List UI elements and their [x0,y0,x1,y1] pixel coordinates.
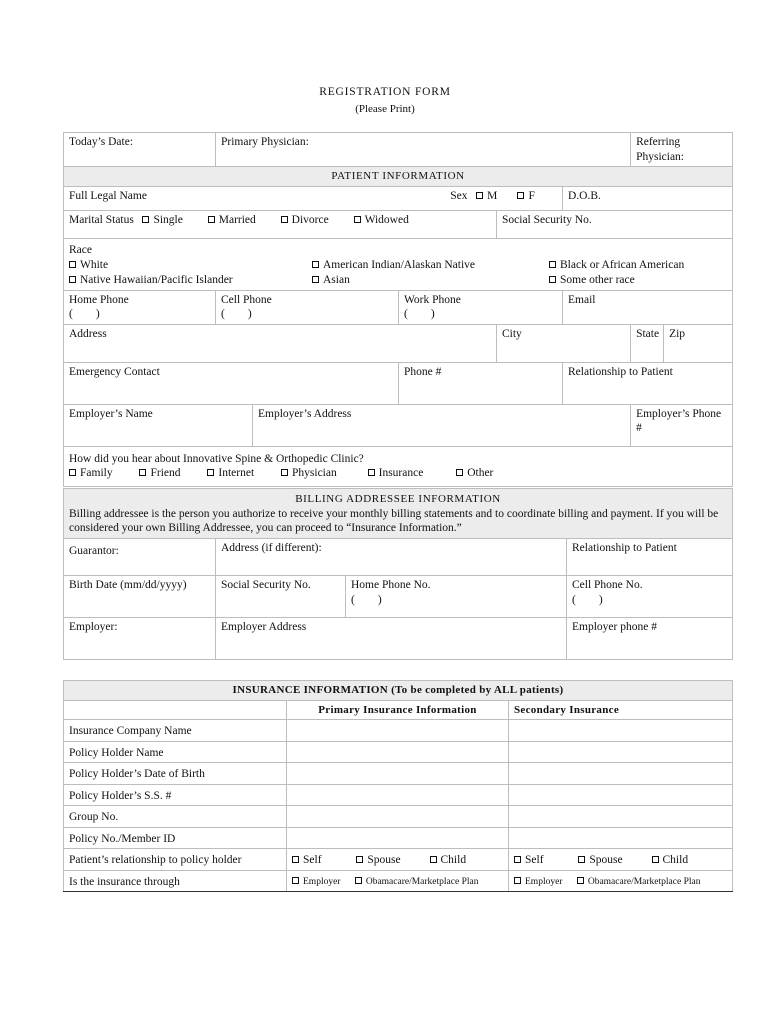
sex-f-option[interactable]: F [517,189,534,204]
referral-internet-option[interactable]: Internet [207,466,254,481]
race-asian-option[interactable]: Asian [312,273,350,288]
primary-policy-no-input[interactable] [287,827,509,849]
checkbox-icon [549,276,556,283]
billing-employer-field[interactable]: Employer: [64,618,216,660]
marital-status-label: Marital Status [69,214,134,226]
checkbox-icon [281,469,288,476]
dob-field[interactable]: D.O.B. [563,187,733,211]
billing-employer-phone-field[interactable]: Employer phone # [567,618,733,660]
checkbox-icon [208,216,215,223]
ssn-field[interactable]: Social Security No. [497,211,733,239]
billing-ssn-field[interactable]: Social Security No. [216,576,346,618]
secondary-policy-holder-dob-input[interactable] [509,763,733,785]
checkbox-icon [292,856,299,863]
secondary-policy-holder-ssn-input[interactable] [509,784,733,806]
emergency-contact-field[interactable]: Emergency Contact [64,362,399,404]
guarantor-field[interactable]: Guarantor: [64,539,216,576]
emergency-phone-field[interactable]: Phone # [399,362,563,404]
insurance-information-table [63,680,733,892]
primary-employer-option[interactable]: Employer [292,875,340,890]
secondary-insurance-company-input[interactable] [509,720,733,742]
checkbox-icon [549,261,556,268]
race-black-option[interactable]: Black or African American [549,258,684,273]
full-legal-name-field[interactable] [64,187,563,211]
checkbox-icon [69,469,76,476]
race-field [64,239,733,291]
full-legal-name-label: Full Legal Name [69,190,147,202]
todays-date-field[interactable]: Today’s Date: [64,133,216,167]
primary-marketplace-option[interactable]: Obamacare/Marketplace Plan [355,875,479,890]
primary-self-option[interactable]: Self [292,853,322,868]
referral-insurance-option[interactable]: Insurance [368,466,424,481]
checkbox-icon [517,192,524,199]
marital-status-field [64,211,497,239]
checkbox-icon [281,216,288,223]
state-field[interactable]: State [631,324,664,362]
primary-insurance-header: Primary Insurance Information [287,700,509,720]
race-native-hawaiian-option[interactable]: Native Hawaiian/Pacific Islander [69,273,233,288]
checkbox-icon [356,856,363,863]
billing-description: Billing addressee is the person you authorize to receive your monthly billing statements and to coordinate billing and payment. If you will be considered your own Billing Addressee, you can proceed to “Insurance Information.” [69,507,719,534]
referral-family-option[interactable]: Family [69,466,113,481]
checkbox-icon [292,877,299,884]
patient-information-table [63,132,733,487]
primary-physician-field[interactable]: Primary Physician: [216,133,631,167]
billing-address-field[interactable]: Address (if different): [216,539,567,576]
primary-through-options [287,870,509,892]
employer-address-field[interactable]: Employer’s Address [253,404,631,446]
secondary-group-no-input[interactable] [509,806,733,828]
primary-group-no-input[interactable] [287,806,509,828]
primary-insurance-company-input[interactable] [287,720,509,742]
secondary-self-option[interactable]: Self [514,853,544,868]
secondary-spouse-option[interactable]: Spouse [578,853,622,868]
policy-holder-dob-label: Policy Holder’s Date of Birth [64,763,287,785]
secondary-policy-holder-name-input[interactable] [509,741,733,763]
race-american-indian-option[interactable]: American Indian/Alaskan Native [312,258,475,273]
checkbox-icon [456,469,463,476]
checkbox-icon [476,192,483,199]
employer-phone-field[interactable]: Employer’s Phone # [631,404,733,446]
checkbox-icon [312,276,319,283]
sex-label: Sex [450,190,468,202]
secondary-employer-option[interactable]: Employer [514,875,562,890]
insurance-header-blank [64,700,287,720]
employer-name-field[interactable]: Employer’s Name [64,404,253,446]
checkbox-icon [368,469,375,476]
primary-policy-holder-dob-input[interactable] [287,763,509,785]
checkbox-icon [139,469,146,476]
marital-married-option[interactable]: Married [208,213,256,228]
policy-no-label: Policy No./Member ID [64,827,287,849]
billing-header-block [64,489,733,539]
form-title: REGISTRATION FORM [319,86,451,98]
zip-field[interactable]: Zip [664,324,733,362]
referral-source-field [64,446,733,486]
marital-single-option[interactable]: Single [142,213,182,228]
email-field[interactable]: Email [563,290,733,324]
checkbox-icon [69,261,76,268]
referral-physician-option[interactable]: Physician [281,466,337,481]
referral-friend-option[interactable]: Friend [139,466,180,481]
checkbox-icon [577,877,584,884]
referral-other-option[interactable]: Other [456,466,493,481]
primary-spouse-option[interactable]: Spouse [356,853,400,868]
secondary-relationship-options [509,849,733,871]
group-no-label: Group No. [64,806,287,828]
primary-policy-holder-name-input[interactable] [287,741,509,763]
checkbox-icon [142,216,149,223]
sex-group [450,189,555,204]
billing-cell-phone-field[interactable]: Cell Phone No. ( ) [567,576,733,618]
patient-relationship-label: Patient’s relationship to policy holder [64,849,287,871]
secondary-child-option[interactable]: Child [652,853,689,868]
secondary-marketplace-option[interactable]: Obamacare/Marketplace Plan [577,875,701,890]
insurance-header: INSURANCE INFORMATION (To be completed by ALL patients) [64,681,733,701]
address-field[interactable]: Address [64,324,497,362]
policy-holder-ssn-label: Policy Holder’s S.S. # [64,784,287,806]
insurance-through-label: Is the insurance through [64,870,287,892]
marital-divorce-option[interactable]: Divorce [281,213,329,228]
checkbox-icon [354,216,361,223]
billing-relationship-field[interactable]: Relationship to Patient [567,539,733,576]
secondary-insurance-header: Secondary Insurance [509,700,733,720]
patient-information-header: PATIENT INFORMATION [64,167,733,187]
primary-child-option[interactable]: Child [430,853,467,868]
checkbox-icon [69,276,76,283]
race-other-option[interactable]: Some other race [549,273,635,288]
secondary-policy-no-input[interactable] [509,827,733,849]
billing-addressee-table [63,488,733,660]
checkbox-icon [514,856,521,863]
insurance-company-label: Insurance Company Name [64,720,287,742]
home-phone-field[interactable]: Home Phone ( ) [64,290,216,324]
billing-header: BILLING ADDRESSEE INFORMATION [295,493,501,505]
billing-employer-address-field[interactable]: Employer Address [216,618,567,660]
policy-holder-name-label: Policy Holder Name [64,741,287,763]
checkbox-icon [430,856,437,863]
checkbox-icon [652,856,659,863]
checkbox-icon [514,877,521,884]
checkbox-icon [312,261,319,268]
checkbox-icon [355,877,362,884]
city-field[interactable]: City [497,324,631,362]
checkbox-icon [207,469,214,476]
referral-question: How did you hear about Innovative Spine & Orthopedic Clinic? [69,452,364,465]
checkbox-icon [578,856,585,863]
primary-policy-holder-ssn-input[interactable] [287,784,509,806]
race-white-option[interactable]: White [69,258,108,273]
race-label: Race [69,244,92,256]
marital-widowed-option[interactable]: Widowed [354,213,409,228]
billing-home-phone-field[interactable]: Home Phone No. ( ) [346,576,567,618]
cell-phone-field[interactable]: Cell Phone ( ) [216,290,399,324]
form-subtitle: (Please Print) [355,103,415,115]
work-phone-field[interactable]: Work Phone ( ) [399,290,563,324]
primary-relationship-options [287,849,509,871]
birth-date-field[interactable]: Birth Date (mm/dd/yyyy) [64,576,216,618]
secondary-through-options [509,870,733,892]
emergency-relationship-field[interactable]: Relationship to Patient [563,362,733,404]
sex-m-option[interactable]: M [476,189,497,204]
referring-physician-field[interactable]: Referring Physician: [631,133,733,167]
